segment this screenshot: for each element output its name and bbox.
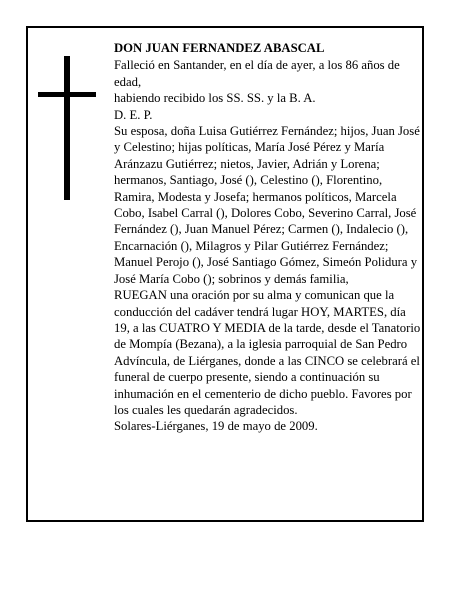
family-list: Su esposa, doña Luisa Gutiérrez Fernández; hijos, Juan José y Celestino; hijas políticas, María José Pérez y María Aránzazu Gutiérrez; nietos, Javier, Adrián y Lorena; hermanos, Santiago, José (), Celestino (), Florentino, Ramira, Modesta y Josefa; hermanos políticos, Marcela Cobo, Isabel Carral (), Dolores Cobo, Severino Carral, José Fernández (), Juan Manuel Pérez; Carmen (), Indalecio (), Encarnación (), Milagros y Pilar Gutiérrez Fernández; Manuel Perojo (), José Santiago Gómez, Simeón Polidura y José María Cobo (); sobrinos y demás familia, — [114, 124, 420, 286]
obituary-notice — [26, 26, 424, 522]
sacraments-statement: habiendo recibido los SS. SS. y la B. A. — [114, 91, 316, 106]
rest-in-peace: D. E. P. — [114, 107, 153, 122]
funeral-details: RUEGAN una oración por su alma y comunican que la conducción del cadáver tendrá lugar HOY, MARTES, día 19, a las CUATRO Y MEDIA de la tarde, desde el Tanatorio de Mompía (Bezana), a la iglesia parroquial de San Pedro Advíncula, de Liérganes, donde a las CINCO se celebrará el funeral de cuerpo presente, siendo a continuación su inhumación en el cementerio de dicho pueblo. Favores por los cuales les quedarán agradecidos. — [114, 288, 421, 417]
place-date: Solares-Liérganes, 19 de mayo de 2009. — [114, 419, 318, 434]
cross-vertical-bar — [64, 56, 70, 200]
death-statement: Falleció en Santander, en el día de ayer, a los 86 años de edad, — [114, 58, 400, 89]
cross-horizontal-bar — [38, 92, 96, 97]
deceased-name: DON JUAN FERNANDEZ ABASCAL — [114, 41, 325, 55]
cross-icon — [38, 56, 98, 200]
notice-text — [114, 40, 424, 435]
